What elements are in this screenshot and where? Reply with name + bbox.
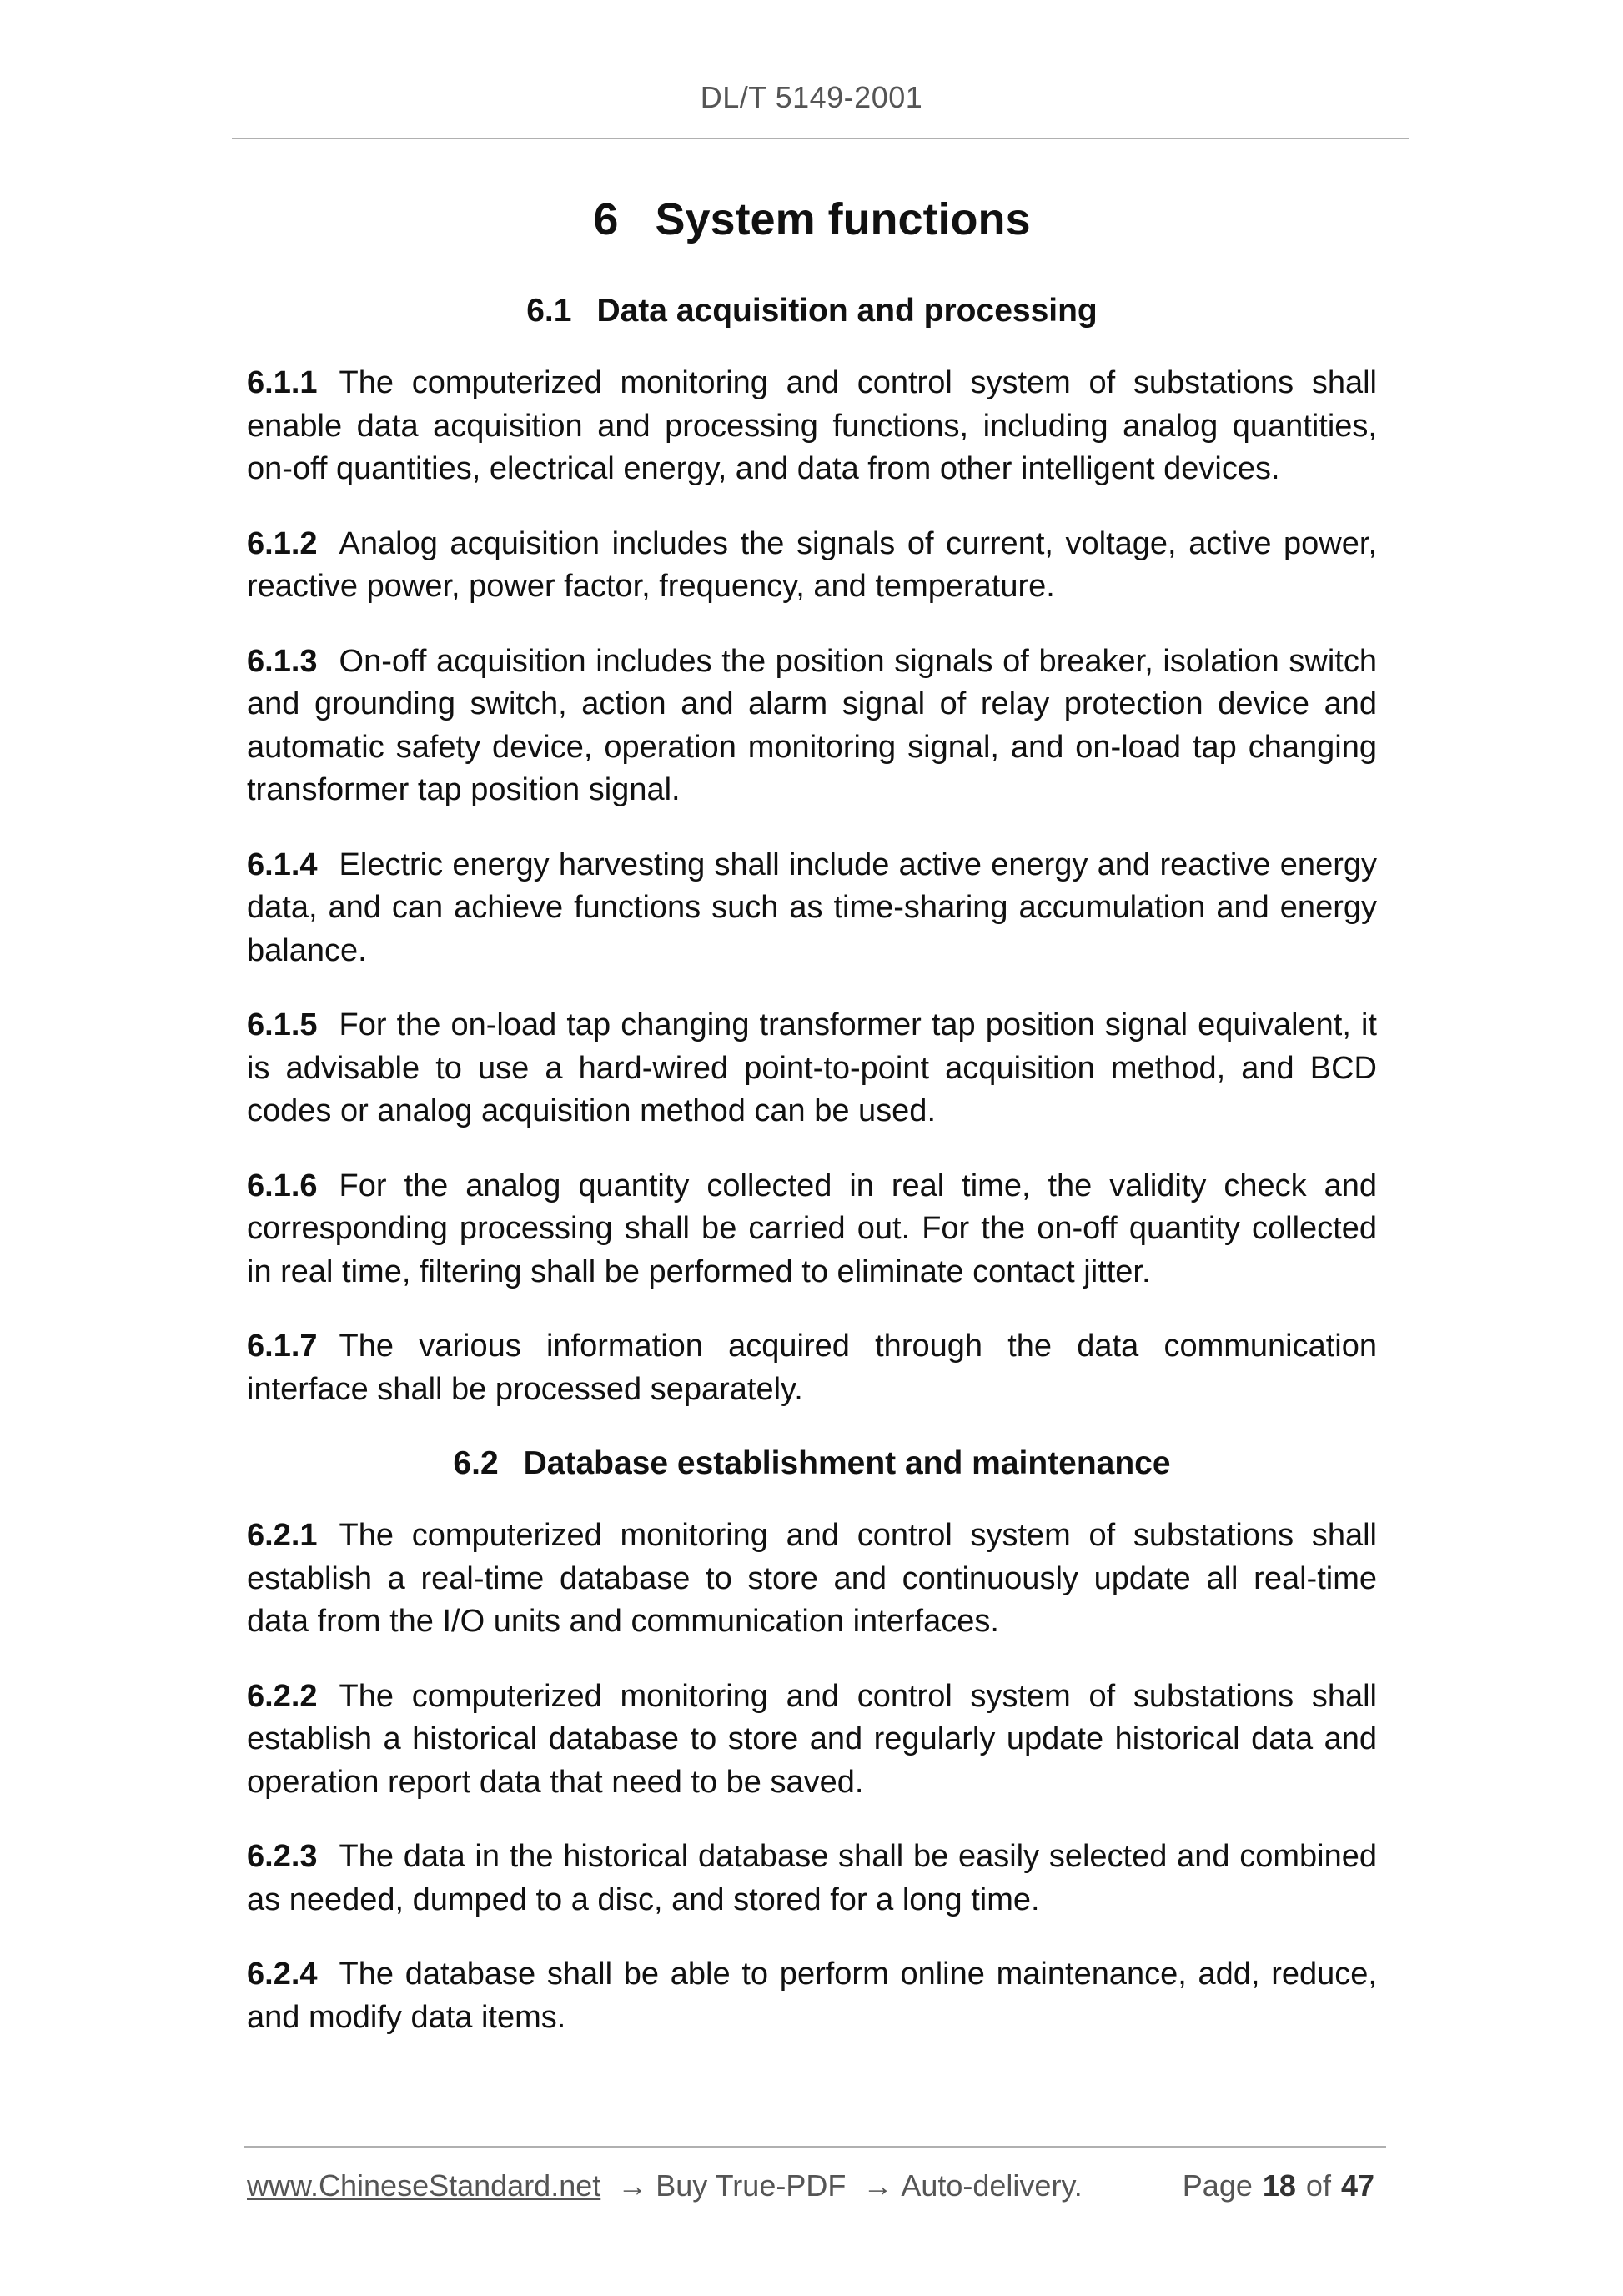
clause-text: On-off acquisition includes the position signals of breaker, isolation switch and grounding switch, action and alarm signal of relay protection device and automatic safety device, operation monitoring signal, and on-load tap changing transformer tap position signal. [247, 643, 1377, 807]
clause-number: 6.1.4 [247, 847, 318, 882]
clause-text: The various information acquired through the data communication interface shall be processed separately. [247, 1329, 1377, 1407]
clause-text: For the on-load tap changing transformer tap position signal equivalent, it is advisable to use a hard-wired point-to-point acquisition method, and BCD codes or analog acquisition method can be used. [247, 1007, 1377, 1128]
clause-number: 6.1.5 [247, 1007, 318, 1042]
clause-text: The computerized monitoring and control system of substations shall establish a real-time database to store and continuously update all real-time data from the I/O units and communication interfaces. [247, 1518, 1377, 1639]
page-indicator [1183, 2167, 1384, 2205]
arrow-right-icon: → [617, 2168, 648, 2203]
clause-text: Electric energy harvesting shall include active energy and reactive energy data, and can achieve functions such as time-sharing accumulation and energy balance. [247, 847, 1377, 968]
clause-number: 6.1.1 [247, 365, 318, 400]
arrow-right-icon: → [862, 2168, 893, 2203]
section-number: 6.2 [453, 1445, 499, 1481]
page-current: 18 [1262, 2168, 1296, 2203]
chapter-title [247, 190, 1377, 249]
clause-text: The computerized monitoring and control system of substations shall establish a historical database to store and regularly update historical data and operation report data that need to be saved. [247, 1678, 1377, 1800]
clause-number: 6.1.7 [247, 1329, 318, 1364]
page-total: 47 [1340, 2168, 1374, 2203]
clause [247, 1165, 1377, 1294]
clause-text: For the analog quantity collected in real time, the validity check and corresponding processing shall be carried out. For the on-off quantity collected in real time, filtering shall be performed to eliminate contact jitter. [247, 1168, 1377, 1289]
clause [247, 1515, 1377, 1644]
page-header: DL/T 5149-2001 [700, 80, 923, 114]
clause-number: 6.2.1 [247, 1518, 318, 1553]
clause-number: 6.1.3 [247, 643, 318, 679]
clause-number: 6.2.2 [247, 1678, 318, 1714]
website-link[interactable]: www.ChineseStandard.net [247, 2168, 601, 2203]
page-footer [247, 2167, 1384, 2205]
buy-pdf-text: Buy True-PDF [656, 2168, 847, 2203]
clause [247, 523, 1377, 609]
document-body [247, 190, 1377, 2071]
clause [247, 1676, 1377, 1805]
clause [247, 844, 1377, 973]
clause-number: 6.1.6 [247, 1168, 318, 1203]
clause-text: The database shall be able to perform online maintenance, add, reduce, and modify data items. [247, 1957, 1377, 2035]
chapter-title-text: System functions [655, 194, 1031, 244]
clause [247, 1004, 1377, 1133]
clause [247, 1836, 1377, 1922]
page-label: Page [1182, 2168, 1253, 2203]
clause [247, 1325, 1377, 1411]
clause-text: The data in the historical database shall be easily selected and combined as needed, dumped to a disc, and stored for a long time. [247, 1839, 1377, 1917]
clause-text: The computerized monitoring and control system of substations shall enable data acquisition and processing functions, including analog quantities, on-off quantities, electrical energy, and data from other intelligent devices. [247, 365, 1377, 486]
clause-number: 6.2.4 [247, 1957, 318, 1992]
clause-number: 6.1.2 [247, 525, 318, 561]
section-number: 6.1 [526, 293, 572, 329]
section-title-text: Data acquisition and processing [596, 293, 1098, 329]
clause [247, 362, 1377, 491]
footer-divider [244, 2146, 1386, 2148]
section-title [247, 290, 1377, 332]
chapter-number: 6 [593, 194, 619, 244]
section-title [247, 1443, 1377, 1485]
section-title-text: Database establishment and maintenance [523, 1445, 1171, 1481]
auto-delivery-text: Auto-delivery. [901, 2168, 1083, 2203]
clause-text: Analog acquisition includes the signals of current, voltage, active power, reactive power, power factor, frequency, and temperature. [247, 525, 1377, 604]
page-of-label: of [1305, 2168, 1331, 2203]
clause [247, 1953, 1377, 2039]
clause [247, 641, 1377, 812]
clause-number: 6.2.3 [247, 1839, 318, 1874]
header-divider [232, 138, 1409, 139]
